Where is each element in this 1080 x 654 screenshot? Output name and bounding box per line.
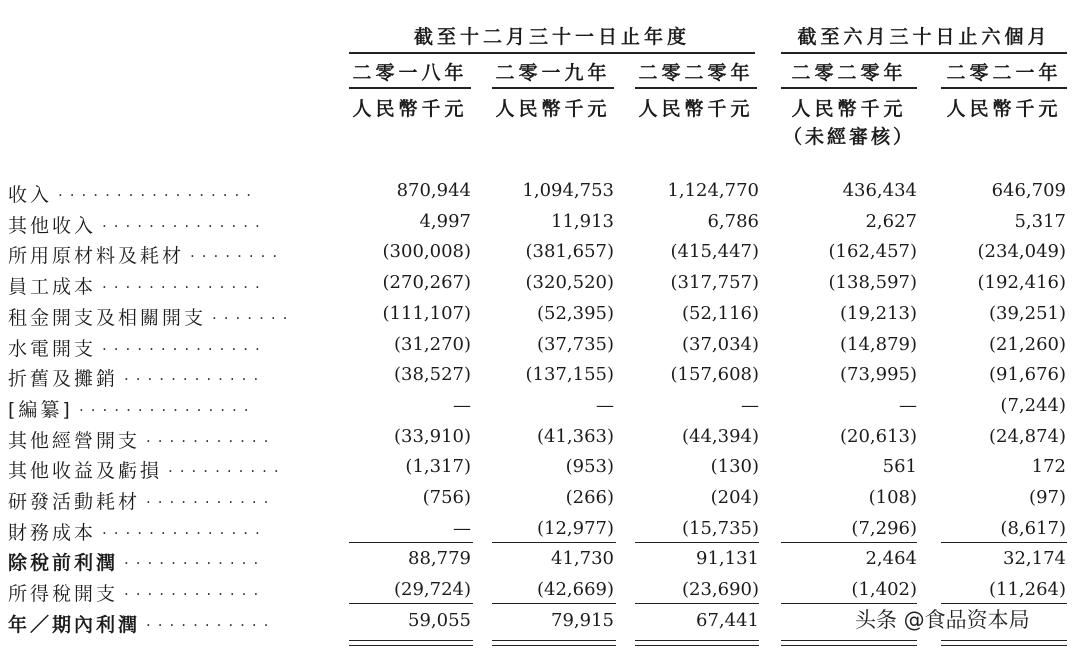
row-label: 其他收入 [8, 214, 97, 237]
row-value: (138,597) [828, 272, 917, 294]
period-2020: 二零二零年 [781, 58, 917, 89]
subtotal-rule-2 [492, 542, 616, 543]
row-value: 32,174 [1003, 548, 1066, 570]
row-value: (97) [1029, 487, 1066, 508]
row-value: (130) [710, 456, 759, 478]
row-label: 其他收益及虧損 [8, 460, 163, 483]
row-value: 4,997 [419, 210, 471, 232]
row-value: 88,779 [408, 548, 471, 570]
row-value: (1,402) [851, 579, 917, 601]
year-2019: 二零一九年 [492, 58, 614, 89]
leader-dots: .......... [168, 458, 286, 477]
row-value: (111,107) [382, 302, 471, 324]
header-full-year: 截至十二月三十一日止年度 [349, 22, 755, 54]
double-rule-bottom-1 [349, 645, 473, 646]
row-value: 91,131 [696, 548, 759, 570]
row-label: 租金開支及相關開支 [8, 306, 207, 329]
leader-dots: ........... [146, 489, 276, 507]
row-value: 11,913 [551, 210, 614, 232]
row-value: (266) [565, 487, 614, 508]
unit-2018: 人民幣千元 [352, 98, 468, 120]
leader-dots: ........... [146, 427, 276, 446]
row-value: (157,608) [670, 364, 759, 386]
row-value: (38,527) [393, 364, 471, 386]
row-value: 646,709 [991, 180, 1066, 201]
row-value: (234,049) [977, 241, 1066, 263]
row-value: — [899, 394, 917, 416]
row-value: 2,627 [865, 210, 917, 232]
leader-dots: ................. [58, 182, 259, 200]
row-value: (23,690) [681, 579, 759, 601]
double-rule-bottom-4 [781, 645, 917, 646]
leader-dots: ............ [124, 366, 266, 385]
row-label: 年／期內利潤 [8, 613, 141, 636]
row-value: 1,094,753 [522, 180, 614, 201]
leader-dots: ....... [212, 304, 295, 323]
row-value: 5,317 [1014, 210, 1066, 232]
double-rule-bottom-2 [492, 645, 616, 646]
row-value: 59,055 [408, 609, 471, 631]
row-value: (19,213) [839, 302, 917, 324]
leader-dots: .............. [102, 274, 267, 293]
row-value: (33,910) [393, 425, 471, 447]
row-label: 所得稅開支 [8, 583, 119, 606]
row-value: 561 [882, 456, 917, 478]
table-row [0, 548, 1080, 579]
row-value: (91,676) [988, 364, 1066, 386]
table-row [0, 364, 1080, 395]
row-value: (31,270) [393, 333, 471, 355]
row-value: (37,735) [536, 333, 614, 355]
row-value: (39,251) [988, 302, 1066, 324]
period-2021: 二零二一年 [941, 58, 1067, 89]
leader-dots: ............... [79, 396, 256, 415]
row-value: 172 [1031, 456, 1066, 478]
row-label: 折舊及攤銷 [8, 368, 119, 391]
double-rule-top-1 [349, 640, 473, 641]
row-value: (162,457) [828, 241, 917, 263]
row-label: 財務成本 [8, 521, 97, 544]
row-value: (7,244) [1000, 394, 1066, 416]
leader-dots: .............. [102, 519, 267, 538]
subtotal-rule-5 [941, 542, 1067, 543]
subtotal-rule-1 [349, 542, 473, 543]
row-value: (415,447) [670, 241, 759, 263]
leader-dots: .............. [102, 335, 267, 354]
row-value: (108) [868, 487, 917, 508]
total-rule-3 [635, 603, 759, 604]
row-value: (953) [565, 456, 614, 478]
row-value: 870,944 [396, 180, 471, 201]
row-value: (1,317) [405, 456, 471, 478]
row-label: [編纂] [8, 398, 73, 421]
row-value: (14,879) [839, 333, 917, 355]
table-row [0, 241, 1080, 272]
leader-dots: ............ [124, 581, 266, 600]
table-row [0, 487, 1080, 518]
unaudited-note: （未經審核） [782, 126, 915, 148]
row-value: — [596, 394, 614, 416]
double-rule-bottom-5 [941, 645, 1067, 646]
subtotal-rule-3 [635, 542, 759, 543]
table-row [0, 426, 1080, 457]
leader-dots: ........... [146, 611, 276, 630]
row-value: 41,730 [551, 548, 614, 570]
table-row [0, 456, 1080, 487]
table-row [0, 395, 1080, 426]
row-value: (24,874) [988, 425, 1066, 447]
row-value: (317,757) [670, 272, 759, 294]
double-rule-bottom-3 [635, 645, 759, 646]
total-rule-1 [349, 603, 473, 604]
row-label: 除稅前利潤 [8, 552, 119, 575]
row-value: (7,296) [851, 517, 917, 539]
row-value: (381,657) [525, 241, 614, 263]
row-value: (12,977) [536, 517, 614, 539]
watermark: 头条 @食品资本局 [855, 608, 1030, 632]
double-rule-top-5 [941, 640, 1067, 641]
row-value: — [453, 517, 471, 539]
double-rule-top-3 [635, 640, 759, 641]
row-value: 79,915 [551, 609, 614, 631]
header-six-months: 截至六月三十日止六個月 [781, 22, 1067, 54]
double-rule-top-4 [781, 640, 917, 641]
year-2020: 二零二零年 [635, 58, 757, 89]
row-value: — [453, 394, 471, 416]
unit-2020: 人民幣千元 [638, 98, 754, 120]
double-rule-top-2 [492, 640, 616, 641]
row-label: 其他經營開支 [8, 429, 141, 452]
row-value: (42,669) [536, 579, 614, 601]
row-label: 收入 [8, 184, 53, 206]
leader-dots: ............ [124, 550, 266, 569]
row-value: (29,724) [393, 579, 471, 601]
table-row [0, 180, 1080, 211]
row-value: 2,464 [865, 548, 917, 570]
subtotal-rule-4 [781, 542, 917, 543]
row-label: 水電開支 [8, 337, 97, 360]
row-value: (204) [710, 487, 759, 508]
row-value: (21,260) [988, 333, 1066, 355]
row-value: (37,034) [681, 333, 759, 355]
row-value: (137,155) [525, 364, 614, 386]
row-value: 1,124,770 [667, 180, 759, 201]
year-2018: 二零一八年 [349, 58, 471, 89]
leader-dots: .............. [102, 212, 267, 231]
row-value: (8,617) [1000, 517, 1066, 539]
row-label: 所用原材料及耗材 [8, 245, 185, 268]
row-value: (11,264) [988, 579, 1066, 601]
table-row [0, 518, 1080, 549]
unit-2019: 人民幣千元 [495, 98, 611, 120]
row-value: (270,267) [382, 272, 471, 294]
unit-period-2021: 人民幣千元 [946, 98, 1062, 120]
row-value: (20,613) [839, 425, 917, 447]
total-rule-2 [492, 603, 616, 604]
table-row [0, 303, 1080, 334]
table-row [0, 211, 1080, 242]
row-label: 研發活動耗材 [8, 491, 141, 513]
leader-dots: ........ [190, 243, 285, 262]
row-label: 員工成本 [8, 276, 97, 299]
table-row [0, 334, 1080, 365]
row-value: 67,441 [696, 609, 759, 631]
row-value: (73,995) [839, 364, 917, 386]
row-value: (15,735) [681, 517, 759, 539]
row-value: (192,416) [977, 272, 1066, 294]
row-value: (44,394) [681, 425, 759, 447]
row-value: (300,008) [382, 241, 471, 263]
row-value: (52,116) [681, 302, 759, 324]
row-value: 436,434 [842, 180, 917, 201]
row-value: (756) [422, 487, 471, 508]
row-value: 6,786 [707, 210, 759, 232]
unit-period-2020: 人民幣千元 [791, 98, 907, 120]
row-value: (41,363) [536, 425, 614, 447]
row-value: (52,395) [536, 302, 614, 324]
table-row [0, 272, 1080, 303]
row-value: (320,520) [525, 272, 614, 294]
row-value: — [741, 394, 759, 416]
